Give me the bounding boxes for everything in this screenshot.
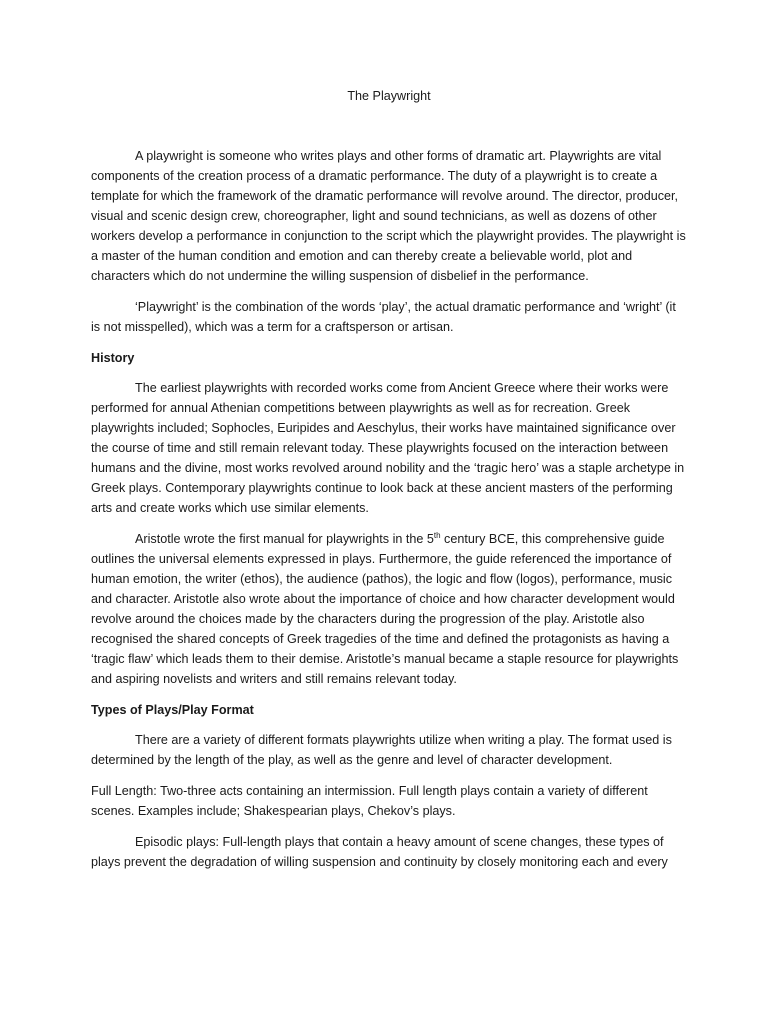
history-heading: History — [91, 351, 135, 365]
history-paragraph-2-end: century BCE, this comprehensive guide outlines the universal elements expressed in plays. Furthermore, the guide referenced the importance of human emotion, the writer (ethos), the audience (pathos), the logic and flow (logos), performance, music and character. Aristotle also wrote about the importance of choice and how character development would revolve around the choices made by the characters during the progression of the play. Aristotle also recognised the shared concepts of Greek tragedies of the time and defined the protagonists as having a ‘tragic flaw’ which leads them to their demise. Aristotle’s manual became a staple resource for playwrights and aspiring novelists and writers and still remains relevant today. — [91, 532, 679, 686]
superscript-th: th — [433, 530, 441, 540]
types-paragraph-full-length: Full Length: Two-three acts containing an intermission. Full length plays contain a variety of different scenes. Examples include; Shakespearian plays, Chekov’s plays. — [91, 784, 648, 818]
history-paragraph-2 — [91, 529, 687, 689]
document-page — [91, 86, 687, 883]
types-paragraph-1: There are a variety of different formats playwrights utilize when writing a play. The format used is determined by the length of the play, as well as the genre and level of character development. — [91, 733, 672, 767]
history-paragraph-2-start: Aristotle wrote the first manual for playwrights in the 5 — [135, 532, 434, 546]
types-heading: Types of Plays/Play Format — [91, 703, 254, 717]
types-paragraph-episodic: Episodic plays: Full-length plays that contain a heavy amount of scene changes, these types of plays prevent the degradation of willing suspension and continuity by closely monitoring each and every — [91, 835, 668, 869]
intro-paragraph-2: ‘Playwright’ is the combination of the words ‘play’, the actual dramatic performance and ‘wright’ (it is not misspelled), which was a term for a craftsperson or artisan. — [91, 300, 676, 334]
document-title: The Playwright — [347, 89, 431, 103]
intro-paragraph-1: A playwright is someone who writes plays and other forms of dramatic art. Playwrights are vital components of the creation process of a dramatic performance. The duty of a playwright is to create a template for which the framework of the dramatic performance will revolve around. The director, producer, visual and scenic design crew, choreographer, light and sound technicians, as well as dozens of other workers develop a performance in conjunction to the script which the playwright provides. The playwright is a master of the human condition and emotion and can thereby create a believable world, plot and characters which do not undermine the willing suspension of disbelief in the performance. — [91, 149, 686, 283]
history-paragraph-1: The earliest playwrights with recorded works come from Ancient Greece where their works were performed for annual Athenian competitions between playwrights as well as for recreation. Greek playwrights included; Sophocles, Euripides and Aeschylus, their works have maintained significance over the course of time and still remain relevant today. These playwrights focused on the interaction between humans and the divine, most works revolved around nobility and the ‘tragic hero’ was a staple archetype in Greek plays. Contemporary playwrights continue to look back at these ancient masters of the performing arts and create works which use similar elements. — [91, 381, 685, 515]
